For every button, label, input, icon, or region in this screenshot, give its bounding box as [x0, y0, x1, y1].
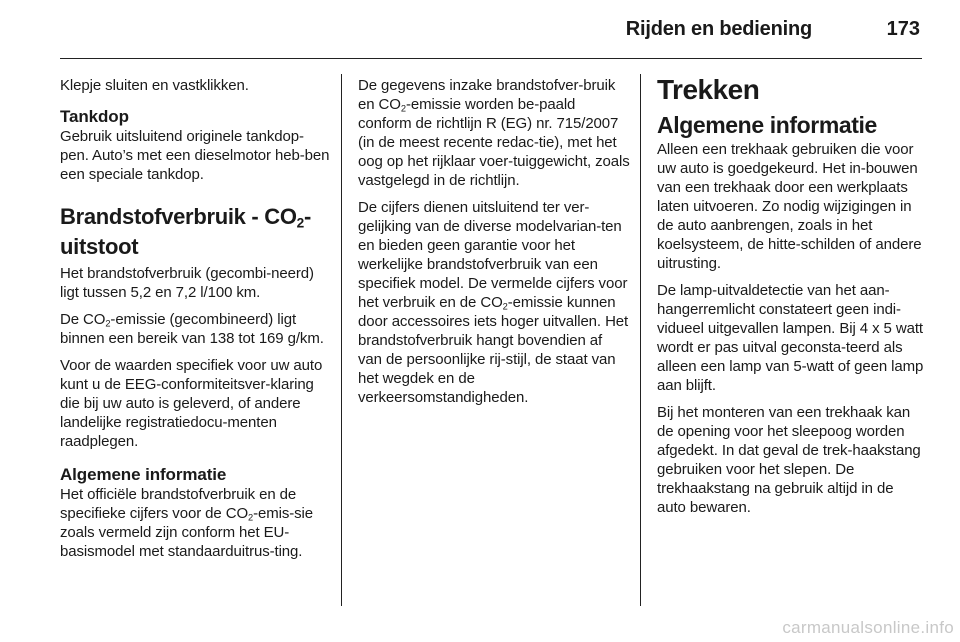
- cijfers-post: -emissie kunnen door accessoires iets hoger uitvallen. Het brandstofverbruik hangt bovendien af van de persoonlijke rij-stijl, de staat van het wegdek en de verkeersomstandigheden.: [358, 294, 629, 406]
- gegevens-pre: De gegevens inzake brandstofver-bruik en CO: [358, 77, 616, 113]
- heading-trekken: Trekken: [657, 74, 760, 105]
- paragraph-mounting: Bij het monteren van een trekhaak kan de opening voor het sleepoog worden afgedekt. In dat geval de trek-haakstang gebruiken voor het slepen. De trekhaakstang na gebruik altijd in de auto bewaren.: [657, 404, 921, 516]
- page-header-title: Rijden en bediening: [625, 18, 812, 40]
- page-number: 173: [886, 18, 920, 40]
- heading-general-info: Algemene informatie: [60, 465, 227, 484]
- watermark: carmanualsonline.info: [782, 618, 954, 637]
- column-divider-1: [341, 74, 342, 606]
- gegevens-post: -emissie worden be-paald conform de richtlijn R (EG) nr. 715/2007 (in de meest recente redac-tie), met het oog op het rijklaar voer-tuiggewicht, zoals vastgelegd in de richtlijn.: [358, 96, 630, 189]
- paragraph-tow-hook: Alleen een trekhaak gebruiken die voor uw auto is goedgekeurd. Het in-bouwen van een trekhaak door een werkplaats laten uitvoeren. Zo nodig wijzigingen in de auto aanbrengen, zoals in het koelsysteem, de hitte-schilden of andere uitrusting.: [657, 141, 922, 272]
- co2-post: -emissie (gecombineerd) ligt binnen een bereik van 138 tot 169 g/km.: [60, 311, 324, 347]
- paragraph-lamp-detection: De lamp-uitvaldetectie van het aan-hangerremlicht constateert geen indi-vidueel uitgevallen lampen. Bij 4 x 5 watt wordt er pas uitval geconsta-teerd als alleen een lamp van 5-watt of geen lamp aan blijft.: [657, 282, 924, 394]
- official-pre: Het officiële brandstofverbruik en de specifieke cijfers voor de CO: [60, 486, 297, 522]
- co2-pre: De CO: [60, 311, 106, 328]
- gegevens-sub: 2: [400, 103, 406, 114]
- co2-sub: 2: [105, 318, 111, 329]
- cijfers-sub: 2: [502, 301, 508, 312]
- paragraph-values: Voor de waarden specifiek voor uw auto kunt u de EEG-conformiteitsver-klaring die bij uw auto is geleverd, of andere landelijke registratiedocu-menten raadplegen.: [60, 357, 323, 450]
- paragraph-data-determination: [358, 76, 630, 190]
- heading-fuel-pre: Brandstofverbruik - CO: [60, 204, 297, 229]
- paragraph-co2-emission: [60, 310, 332, 348]
- header-divider: [60, 58, 922, 59]
- heading-tankdop: Tankdop: [60, 107, 129, 126]
- paragraph-consumption: Het brandstofverbruik (gecombi-neerd) ligt tussen 5,2 en 7,2 l/100 km.: [60, 265, 314, 301]
- column-divider-2: [640, 74, 641, 606]
- heading-general-info-towing: Algemene informatie: [657, 112, 877, 138]
- column-1: [60, 76, 332, 561]
- official-post: -emis-sie zoals vermeld zijn conform het EU-basismodel met standaarduitrus-ting.: [60, 505, 314, 560]
- paragraph-tankdop: Gebruik uitsluitend originele tankdop-pen. Auto’s met een dieselmotor heb-ben een speciale tankdop.: [60, 128, 330, 183]
- heading-fuel-sub: 2: [296, 215, 304, 231]
- paragraph-official: [60, 485, 332, 561]
- column-3: [657, 76, 925, 525]
- column-2: [358, 76, 630, 415]
- heading-fuel-consumption-co2: [60, 202, 332, 262]
- paragraph-figures-comparison: [358, 198, 630, 407]
- heading-fuel-post: -uitstoot: [60, 204, 311, 259]
- cijfers-pre: De cijfers dienen uitsluitend ter ver-gelijking van de diverse modelvarian-ten en bieden geen garantie voor het werkelijke brandstofverbruik van een specifiek model. De vermelde cijfers voor het verbruik en de CO: [358, 199, 628, 311]
- paragraph-close-flap: Klepje sluiten en vastklikken.: [60, 77, 249, 94]
- official-sub: 2: [248, 512, 254, 523]
